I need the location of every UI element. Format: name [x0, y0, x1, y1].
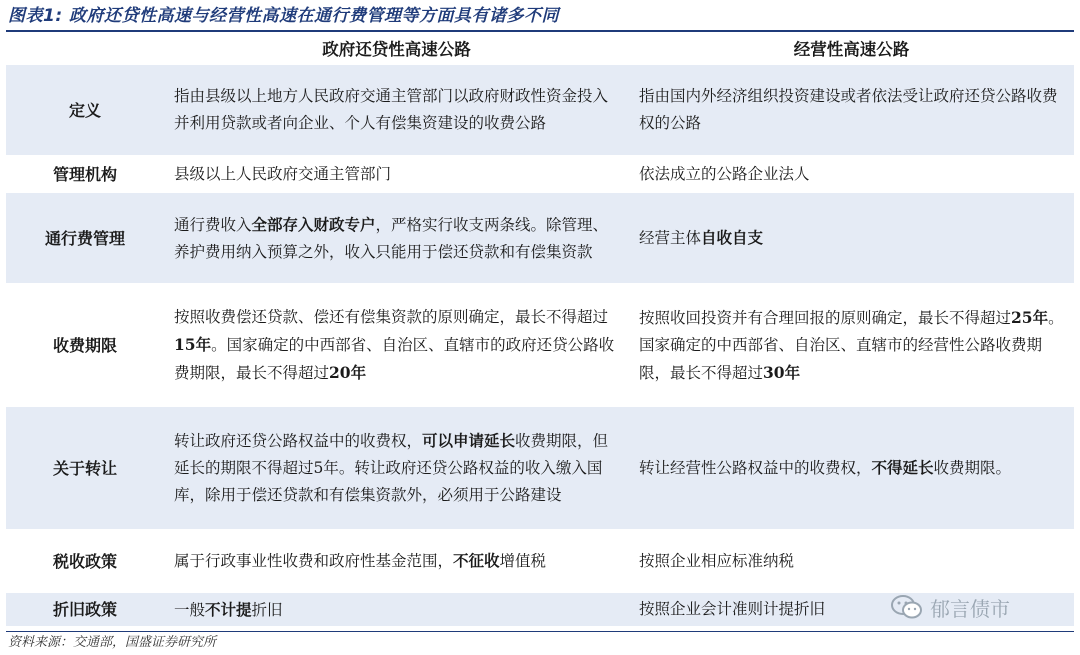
emphasized-text: 15年 [174, 334, 212, 354]
cell-text: 转让经营性公路权益中的收费权， [639, 459, 872, 477]
commercial-cell [629, 64, 1074, 156]
table-row [6, 406, 1074, 530]
government-cell [164, 156, 629, 192]
row-label: 关于转让 [6, 406, 164, 530]
header-government-repayment: 政府还贷性高速公路 [164, 33, 629, 64]
cell-text: 折旧 [251, 600, 283, 619]
watermark [890, 592, 1010, 622]
row-label: 折旧政策 [6, 592, 164, 626]
watermark-text: 郁言债市 [930, 596, 1010, 621]
source-note: 资料来源：交通部，国盛证券研究所 [8, 635, 217, 650]
cell-text: 县级以上人民政府交通主管部门 [174, 164, 392, 183]
row-label: 收费期限 [6, 284, 164, 406]
cell-text: 增值税 [499, 552, 547, 570]
table-row [6, 284, 1074, 406]
cell-text: 收费期限。 [933, 459, 1012, 477]
cell-text: ，严格实行收支两条线。除管理、养护费用纳入预算之外，收入只能用于偿还贷款和有偿集资款 [174, 215, 609, 261]
cell-text: 。国家确定的中西部省、自治区、直辖市的经营性公路收费期限，最长不得超过 [639, 308, 1064, 382]
cell-text: 按照收费偿还贷款、偿还有偿集资款的原则确定，最长不得超过 [174, 307, 609, 326]
commercial-cell [629, 192, 1074, 284]
comparison-table [6, 33, 1074, 626]
commercial-cell [629, 156, 1074, 192]
table-row [6, 64, 1074, 156]
row-label: 定义 [6, 64, 164, 156]
cell-text: 通行费收入 [174, 215, 252, 234]
wechat-icon [890, 594, 924, 620]
emphasized-text: 20年 [329, 362, 367, 382]
title-divider [6, 30, 1074, 32]
government-cell [164, 284, 629, 406]
commercial-cell [629, 406, 1074, 530]
row-label: 税收政策 [6, 530, 164, 592]
government-cell [164, 530, 629, 592]
table-row [6, 192, 1074, 284]
cell-text: 经营主体 [639, 229, 702, 247]
emphasized-text: 不计提 [205, 599, 252, 619]
commercial-cell [629, 284, 1074, 406]
emphasized-text: 不得延长 [871, 458, 934, 477]
government-cell [164, 64, 629, 156]
government-cell [164, 192, 629, 284]
emphasized-text: 30年 [763, 362, 801, 382]
emphasized-text: 可以申请延长 [422, 431, 516, 450]
emphasized-text: 不征收 [453, 551, 500, 570]
row-label: 通行费管理 [6, 192, 164, 284]
cell-text: 转让政府还贷公路权益中的收费权， [174, 432, 423, 450]
emphasized-text: 25年 [1011, 307, 1049, 327]
cell-text: 按照企业相应标准纳税 [639, 551, 795, 570]
cell-text: 按照收回投资并有合理回报的原则确定，最长不得超过 [639, 308, 1012, 327]
cell-text: 属于行政事业性收费和政府性基金范围， [174, 552, 454, 570]
commercial-cell [629, 530, 1074, 592]
cell-text: 指由国内外经济组织投资建设或者依法受让政府还贷公路收费权的公路 [639, 87, 1058, 132]
government-cell [164, 592, 629, 626]
cell-text: 按照企业会计准则计提折旧 [639, 600, 826, 618]
emphasized-text: 全部存入财政专户 [251, 214, 376, 234]
table-header-row [6, 33, 1074, 64]
row-label: 管理机构 [6, 156, 164, 192]
cell-text: 一般 [174, 600, 206, 619]
cell-text: 指由县级以上地方人民政府交通主管部门以政府财政性资金投入并利用贷款或者向企业、个人有偿集资建设的收费公路 [174, 87, 609, 132]
table-row [6, 156, 1074, 192]
cell-text: 。国家确定的中西部省、自治区、直辖市的政府还贷公路收费期限，最长不得超过 [174, 335, 615, 382]
header-commercial: 经营性高速公路 [629, 33, 1074, 64]
footer-divider [6, 631, 1074, 632]
cell-text: 依法成立的公路企业法人 [639, 164, 810, 183]
table-row [6, 530, 1074, 592]
government-cell [164, 406, 629, 530]
cell-text: 收费期限，但延长的期限不得超过5年。转让政府还贷公路权益的收入缴入国库，除用于偿还贷款和有偿集资款外，必须用于公路建设 [174, 432, 609, 504]
emphasized-text: 自收自支 [701, 228, 764, 247]
figure-title: 图表1: 政府还贷性高速与经营性高速在通行费管理等方面具有诸多不同 [8, 6, 560, 26]
header-corner [6, 33, 164, 64]
